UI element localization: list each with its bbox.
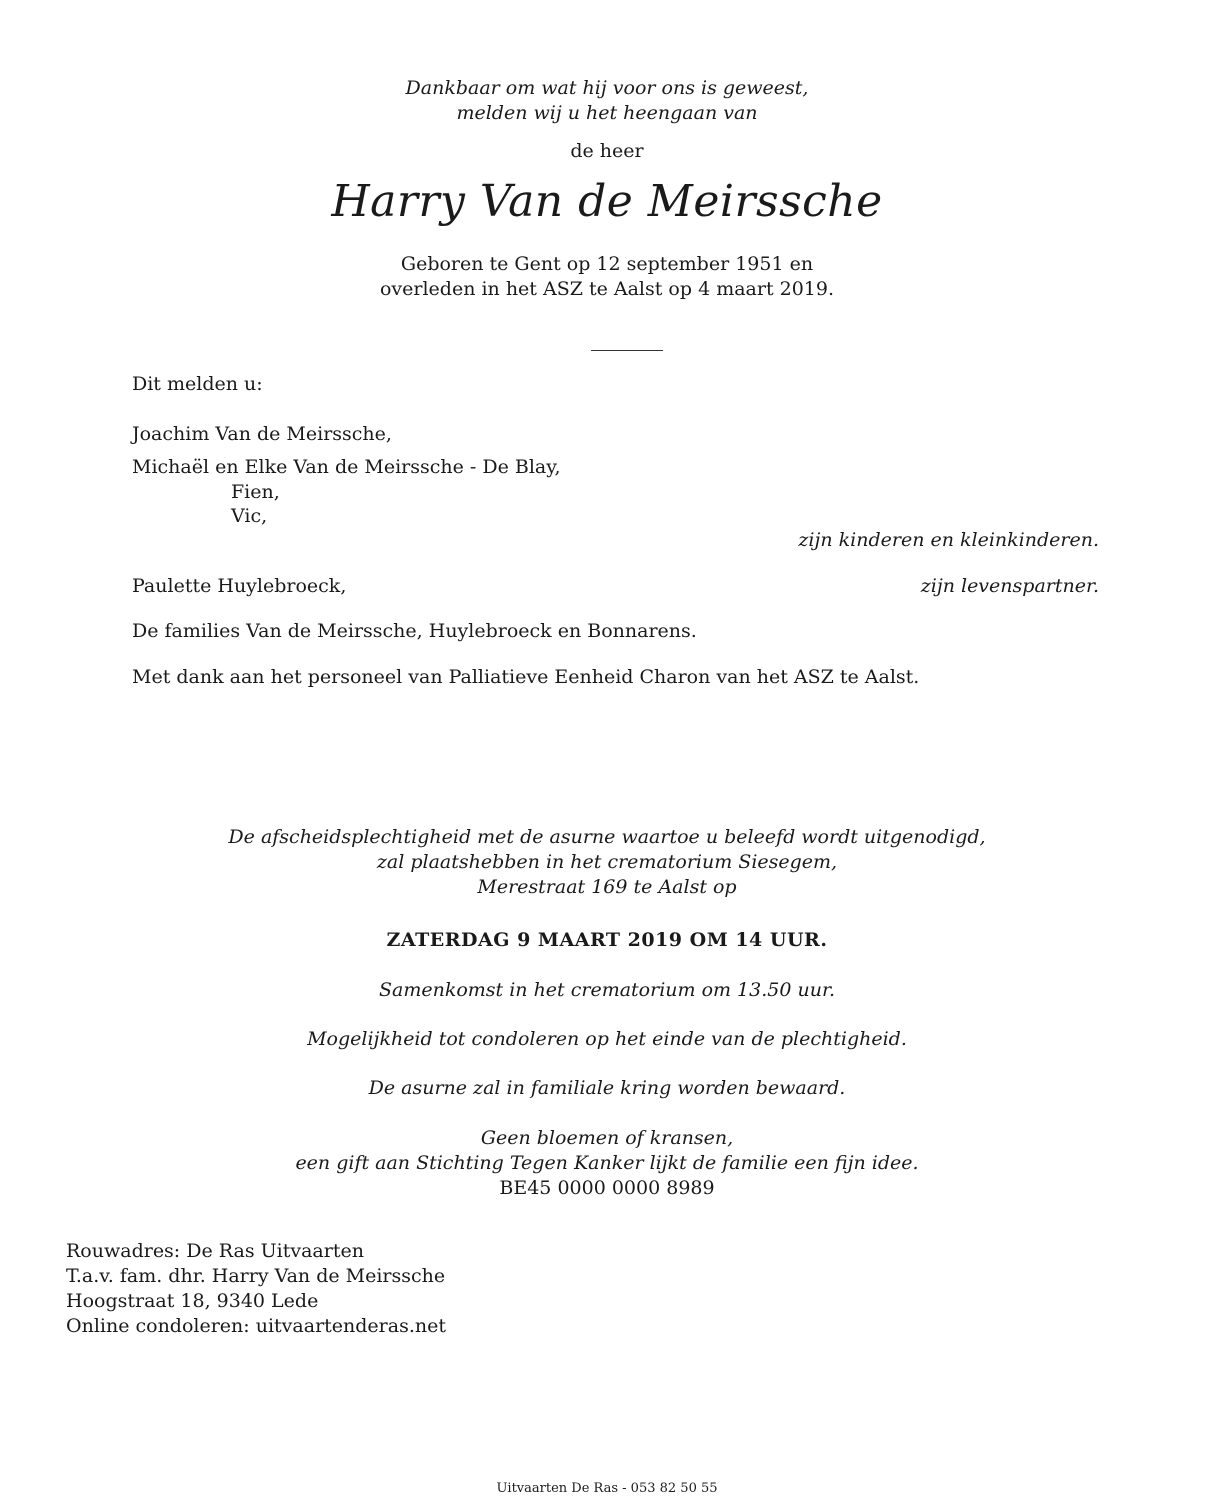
donation-line-2: een gift aan Stichting Tegen Kanker lijkt de familie een fijn idee. xyxy=(295,1152,919,1174)
grandchild-1: Fien, xyxy=(231,481,280,503)
families-line: De families Van de Meirssche, Huylebroeck en Bonnarens. xyxy=(132,620,697,642)
intro-line-2: melden wij u het heengaan van xyxy=(456,102,758,124)
donation-iban: BE45 0000 0000 8989 xyxy=(499,1177,715,1199)
address-line-2: T.a.v. fam. dhr. Harry Van de Meirssche xyxy=(66,1265,446,1287)
birth-death-dates xyxy=(0,252,1214,302)
deceased-name: Harry Van de Meirssche xyxy=(331,176,883,227)
mourning-address xyxy=(66,1239,446,1339)
ceremony-line-3: Merestraat 169 te Aalst op xyxy=(477,876,737,898)
ceremony-line-2: zal plaatshebben in het crematorium Siesegem, xyxy=(376,851,838,873)
urn-line: De asurne zal in familiale kring worden bewaard. xyxy=(368,1077,846,1099)
intro-line-1: Dankbaar om wat hij voor ons is geweest, xyxy=(405,77,809,99)
dates-line-2: overleden in het ASZ te Aalst op 4 maart 2019. xyxy=(379,278,835,300)
child-entry-2: Michaël en Elke Van de Meirssche - De Blay, xyxy=(132,456,561,478)
condolences-line xyxy=(0,1027,1214,1052)
child-entry-1: Joachim Van de Meirssche, xyxy=(132,423,392,445)
ceremony-date: ZATERDAG 9 MAART 2019 OM 14 UUR. xyxy=(386,929,828,951)
gathering-line: Samenkomst in het crematorium om 13.50 uur. xyxy=(378,979,836,1001)
ceremony-text xyxy=(0,825,1214,900)
thanks-line: Met dank aan het personeel van Palliatieve Eenheid Charon van het ASZ te Aalst. xyxy=(132,666,920,688)
announcement-intro: Dit melden u: xyxy=(132,373,263,395)
address-line-1: Rouwadres: De Ras Uitvaarten xyxy=(66,1240,364,1262)
title-prefix: de heer xyxy=(570,140,644,162)
address-line-4: Online condoleren: uitvaartenderas.net xyxy=(66,1315,446,1337)
ceremony-line-1: De afscheidsplechtigheid met de asurne waartoe u beleefd wordt uitgenodigd, xyxy=(228,826,986,848)
condolences-text: Mogelijkheid tot condoleren op het einde van de plechtigheid. xyxy=(307,1028,907,1050)
partner-name: Paulette Huylebroeck, xyxy=(132,575,347,597)
grandchild-2: Vic, xyxy=(231,505,268,527)
intro-text xyxy=(0,76,1214,126)
dates-line-1: Geboren te Gent op 12 september 1951 en xyxy=(400,253,814,275)
footer-funeral-home: Uitvaarten De Ras - 053 82 50 55 xyxy=(496,1481,718,1496)
address-line-3: Hoogstraat 18, 9340 Lede xyxy=(66,1290,319,1312)
children-relation: zijn kinderen en kleinkinderen. xyxy=(798,529,1099,551)
partner-relation: zijn levenspartner. xyxy=(920,575,1099,597)
separator-line xyxy=(591,350,663,351)
donation-line-1: Geen bloemen of kransen, xyxy=(480,1127,734,1149)
donation-text xyxy=(0,1126,1214,1201)
